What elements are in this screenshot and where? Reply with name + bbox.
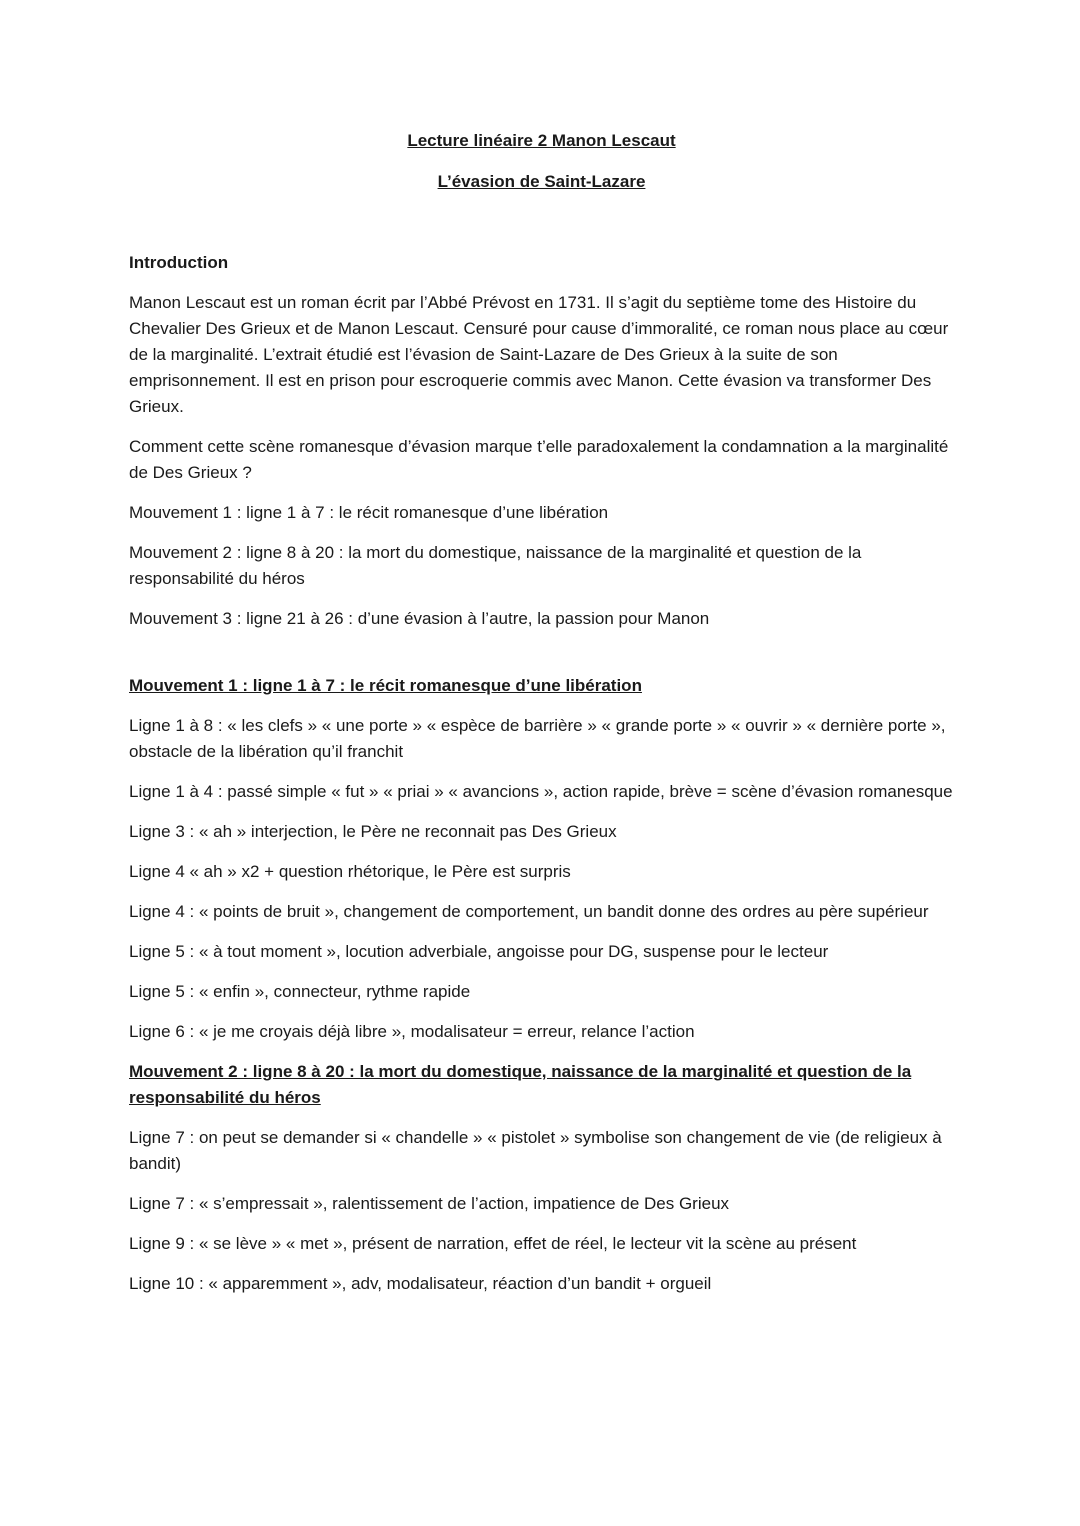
analysis-item: Ligne 1 à 4 : passé simple « fut » « priai » « avancions », action rapide, brève = scène d’évasion romanesque [129,782,953,801]
analysis-item: Ligne 4 « ah » x2 + question rhétorique, le Père est surpris [129,862,571,881]
analysis-item: Ligne 9 : « se lève » « met », présent de narration, effet de réel, le lecteur vit la scène au présent [129,1234,857,1253]
problematique: Comment cette scène romanesque d’évasion marque t’elle paradoxalement la condamnation a la marginalité de Des Grieux ? [129,437,949,482]
analysis-item: Ligne 10 : « apparemment », adv, modalisateur, réaction d’un bandit + orgueil [129,1274,712,1293]
plan-mouvement-3: Mouvement 3 : ligne 21 à 26 : d’une évasion à l’autre, la passion pour Manon [129,609,710,628]
plan-mouvement-2: Mouvement 2 : ligne 8 à 20 : la mort du domestique, naissance de la marginalité et question de la responsabilité du héros [129,543,862,588]
introduction-heading: Introduction [129,253,229,272]
analysis-item: Ligne 1 à 8 : « les clefs » « une porte » « espèce de barrière » « grande porte » « ouvrir » « dernière porte », obstacle de la libération qu’il franchit [129,716,946,761]
analysis-item: Ligne 5 : « à tout moment », locution adverbiale, angoisse pour DG, suspense pour le lecteur [129,942,829,961]
analysis-item: Ligne 7 : « s’empressait », ralentissement de l’action, impatience de Des Grieux [129,1194,730,1213]
mouvement-1-heading: Mouvement 1 : ligne 1 à 7 : le récit romanesque d’une libération [129,676,642,695]
plan-mouvement-1: Mouvement 1 : ligne 1 à 7 : le récit romanesque d’une libération [129,503,609,522]
analysis-item: Ligne 3 : « ah » interjection, le Père ne reconnait pas Des Grieux [129,822,617,841]
document-title: Lecture linéaire 2 Manon Lescaut [407,131,676,150]
analysis-item: Ligne 7 : on peut se demander si « chandelle » « pistolet » symbolise son changement de vie (de religieux à bandit) [129,1128,942,1173]
analysis-item: Ligne 6 : « je me croyais déjà libre », modalisateur = erreur, relance l’action [129,1022,695,1041]
analysis-item: Ligne 4 : « points de bruit », changement de comportement, un bandit donne des ordres au père supérieur [129,902,929,921]
analysis-item: Ligne 5 : « enfin », connecteur, rythme rapide [129,982,471,1001]
introduction-paragraph: Manon Lescaut est un roman écrit par l’Abbé Prévost en 1731. Il s’agit du septième tome des Histoire du Chevalier Des Grieux et de Manon Lescaut. Censuré pour cause d’immoralité, ce roman nous place au cœur de la marginalité. L’extrait étudié est l’évasion de Saint-Lazare de Des Grieux à la suite de son emprisonnement. Il est en prison pour escroquerie commis avec Manon. Cette évasion va transformer Des Grieux. [129,293,949,416]
document-subtitle: L’évasion de Saint-Lazare [437,172,646,191]
document-body [129,128,954,1311]
mouvement-2-heading: Mouvement 2 : ligne 8 à 20 : la mort du domestique, naissance de la marginalité et question de la responsabilité du héros [129,1062,912,1107]
